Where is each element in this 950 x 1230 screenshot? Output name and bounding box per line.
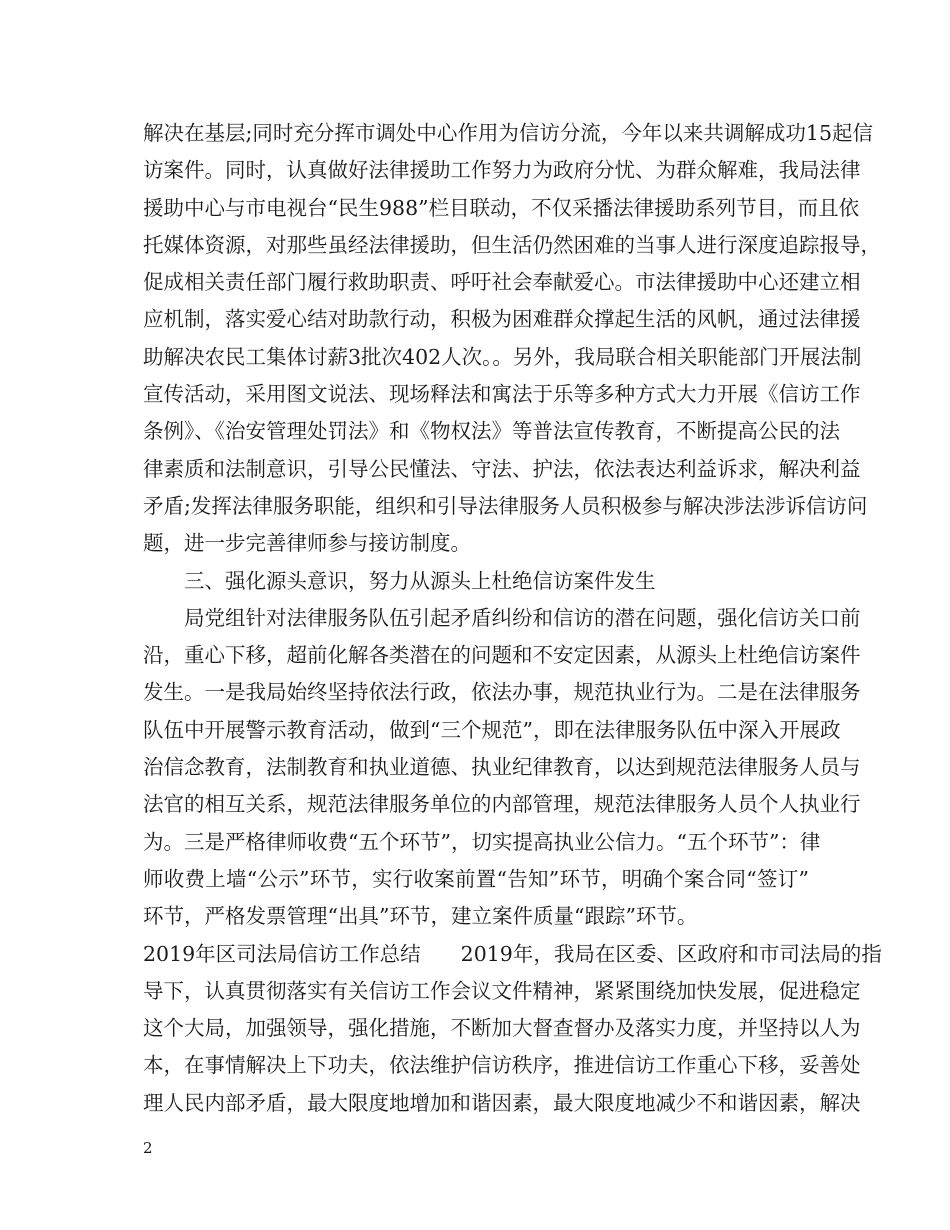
text-line: 律素质和法制意识，引导公民懂法、守法、护法，依法表达利益诉求，解决利益: [143, 456, 861, 481]
text-line: 理人民内部矛盾，最大限度地增加和谐因素，最大限度地减少不和谐因素，解决: [143, 1090, 861, 1115]
text-line: 队伍中开展警示教育活动，做到“三个规范”，即在法律服务队伍中深入开展政: [143, 717, 841, 742]
text-line: 促成相关责任部门履行救助职责、呼吁社会奉献爱心。市法律援助中心还建立相: [143, 270, 861, 295]
page-number: 2: [143, 1139, 153, 1157]
next-article-opening: 2019年，我局在区委、区政府和市司法局的指: [460, 941, 882, 966]
text-line: 应机制，落实爱心结对助款行动，积极为困难群众撑起生活的风帆，通过法律援: [143, 307, 861, 332]
document-body: [143, 115, 882, 1122]
text-line: 师收费上墙“公示”环节，实行收案前置“告知”环节，明确个案合同“签订”: [143, 866, 809, 891]
text-line: 援助中心与市电视台“民生988”栏目联动，不仅采播法律援助系列节目，而且依: [143, 195, 860, 220]
text-line: 沿，重心下移，超前化解各类潜在的问题和不安定因素，从源头上杜绝信访案件: [143, 643, 861, 668]
text-line: 解决在基层;同时充分挥市调处中心作用为信访分流，今年以来共调解成功15起信: [143, 121, 873, 145]
text-line: 条例》、《治安管理处罚法》和《物权法》等普法宣传教育，不断提高公民的法: [143, 419, 840, 444]
text-line: 本，在事情解决上下功夫，依法维护信访秩序，推进信访工作重心下移，妥善处: [143, 1053, 861, 1078]
text-line: 环节，严格发票管理“出具”环节，建立案件质量“跟踪”环节。: [143, 904, 698, 929]
text-line: 导下，认真贯彻落实有关信访工作会议文件精神，紧紧围绕加快发展，促进稳定: [143, 978, 861, 1003]
text-line: 访案件。同时，认真做好法律援助工作努力为政府分忧、为群众解难，我局法律: [143, 158, 861, 183]
next-article-title: 2019年区司法局信访工作总结: [143, 941, 421, 966]
text-line: 托媒体资源，对那些虽经法律援助，但生活仍然困难的当事人进行深度追踪报导，: [143, 232, 881, 257]
text-line: 宣传活动，采用图文说法、现场释法和寓法于乐等多种方式大力开展《信访工作: [143, 382, 861, 407]
text-line: 局党组针对法律服务队伍引起矛盾纠纷和信访的潜在问题，强化信访关口前: [184, 605, 861, 630]
text-line: 法官的相互关系，规范法律服务单位的内部管理，规范法律服务人员个人执业行: [143, 792, 861, 817]
text-line: 助解决农民工集体讨薪3批次402人次。。另外，我局联合相关职能部门开展法制: [143, 344, 862, 369]
text-line: 题，进一步完善律师参与接访制度。: [143, 531, 471, 556]
text-line: 矛盾;发挥法律服务职能，组织和引导法律服务人员积极参与解决涉法涉诉信访问: [143, 493, 868, 518]
text-line: 发生。一是我局始终坚持依法行政，依法办事，规范执业行为。二是在法律服务: [143, 680, 861, 705]
next-article-first-line: [143, 936, 882, 973]
text-line: 为。三是严格律师收费“五个环节”，切实提高执业公信力。“五个环节”：律: [143, 829, 821, 854]
text-line: 治信念教育，法制教育和执业道德、执业纪律教育，以达到规范法律服务人员与: [143, 755, 861, 780]
text-line: 这个大局，加强领导，强化措施，不断加大督查督办及落实力度，并坚持以人为: [143, 1016, 861, 1041]
section-heading: 三、强化源头意识，努力从源头上杜绝信访案件发生: [184, 568, 656, 593]
